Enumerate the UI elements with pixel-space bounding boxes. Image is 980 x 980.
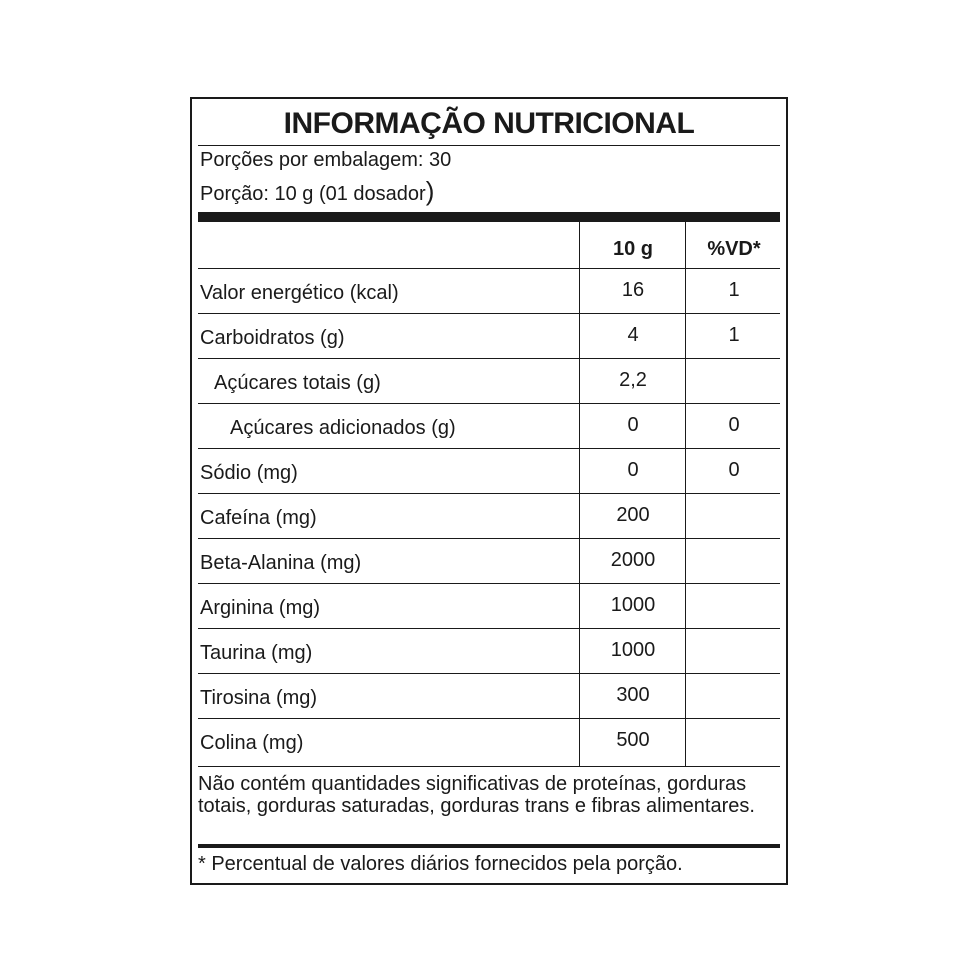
nutrient-name: Tirosina (mg) [200, 687, 318, 709]
nutrient-name: Açúcares totais (g) [214, 372, 381, 394]
table-row [198, 674, 780, 719]
nutrient-name: Arginina (mg) [200, 597, 321, 619]
nutrient-amount: 16 [621, 279, 645, 301]
nutrient-amount: 1000 [610, 594, 656, 616]
servings-per-package: Porções por embalagem: 30 [200, 149, 452, 171]
nutrient-amount: 500 [616, 729, 650, 751]
table-bottom-divider [198, 766, 780, 767]
title-divider [198, 145, 780, 146]
nutrient-name: Açúcares adicionados (g) [230, 417, 456, 439]
nutrient-dv: 0 [728, 459, 740, 481]
nutrient-amount: 0 [627, 459, 639, 481]
nutrient-name: Colina (mg) [200, 732, 304, 754]
nutrient-name: Cafeína (mg) [200, 507, 317, 529]
nutrient-amount: 300 [616, 684, 650, 706]
nutrient-name: Sódio (mg) [200, 462, 298, 484]
panel-title: INFORMAÇÃO NUTRICIONAL [283, 107, 695, 140]
not-significant-note: Não contém quantidades significativas de proteínas, gorduras totais, gorduras saturadas, gorduras trans e fibras alimentares. [198, 773, 755, 817]
serving-size-paren: ) [425, 176, 435, 206]
serving-size-text: Porção: 10 g (01 dosador [200, 183, 426, 205]
nutrient-dv: 1 [728, 279, 740, 301]
nutrient-amount: 2000 [610, 549, 656, 571]
nutrient-amount: 2,2 [619, 369, 647, 391]
table-row [198, 584, 780, 629]
table-row [198, 539, 780, 584]
nutrient-amount: 1000 [610, 639, 656, 661]
table-row [198, 359, 780, 404]
table-row [198, 719, 780, 764]
nutrient-dv: 0 [728, 414, 740, 436]
amount-column-header: 10 g [612, 238, 654, 260]
table-row [198, 314, 780, 359]
dv-footnote: * Percentual de valores diários fornecidos pela porção. [198, 853, 683, 875]
dv-column-header: %VD* [707, 238, 761, 260]
nutrition-facts-panel [190, 97, 788, 885]
nutrient-name: Valor energético (kcal) [200, 282, 399, 304]
nutrient-amount: 4 [627, 324, 639, 346]
table-header-row [198, 224, 780, 269]
table-row [198, 629, 780, 674]
nutrient-dv: 1 [728, 324, 740, 346]
nutrient-name: Taurina (mg) [200, 642, 313, 664]
table-row [198, 404, 780, 449]
table-row [198, 494, 780, 539]
table-row [198, 269, 780, 314]
thick-divider [198, 212, 780, 222]
nutrient-amount: 200 [616, 504, 650, 526]
nutrient-amount: 0 [627, 414, 639, 436]
table-row [198, 449, 780, 494]
nutrient-name: Beta-Alanina (mg) [200, 552, 362, 574]
footnote-divider [198, 844, 780, 848]
serving-size [200, 176, 435, 206]
nutrient-name: Carboidratos (g) [200, 327, 345, 349]
